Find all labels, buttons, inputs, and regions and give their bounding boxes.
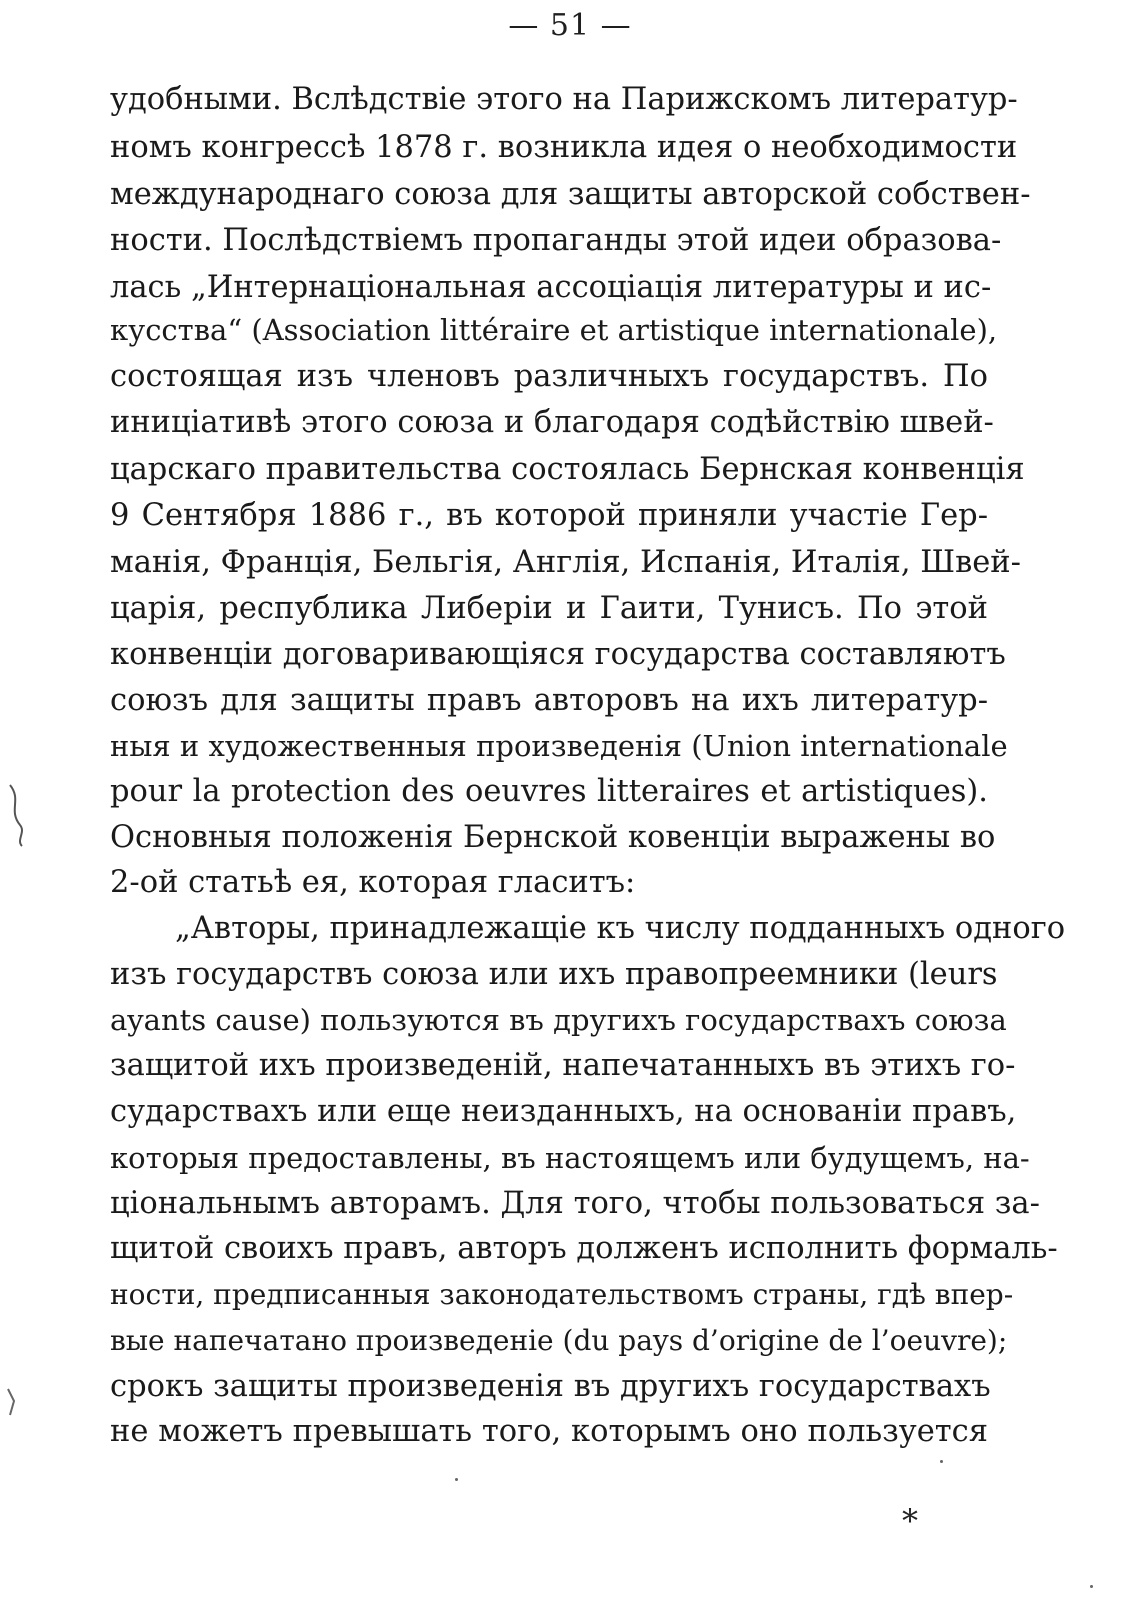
text-line: состоящая изъ членовъ различныхъ государствъ. По — [110, 359, 988, 394]
text-line: удобными. Вслѣдствіе этого на Парижскомъ литератур- — [110, 82, 1018, 117]
text-line: союзъ для защиты правъ авторовъ на ихъ литератур- — [110, 683, 988, 718]
text-line: международнаго союза для защиты авторской собствен- — [110, 177, 1031, 212]
text-line: Основныя положенія Бернской ковенціи выражены во — [110, 820, 996, 855]
text-line: номъ конгрессѣ 1878 г. возникла идея о необходимости — [110, 130, 1018, 165]
text-line: изъ государствъ союза или ихъ правопреемники (leurs — [110, 957, 998, 992]
text-line: ности, предписанныя законодательствомъ страны, гдѣ впер- — [110, 1278, 1014, 1311]
scan-speck — [1090, 1585, 1093, 1588]
footer-asterisk: * — [902, 1502, 918, 1540]
text-line: царія, республика Либеріи и Гаити, Тунисъ. По этой — [110, 591, 988, 626]
text-line: манія, Франція, Бельгія, Англія, Испанія, Италія, Швей- — [110, 545, 1021, 580]
text-line: „Авторы, принадлежащіе къ числу подданныхъ одного — [175, 911, 1066, 946]
scan-speck — [455, 1478, 458, 1481]
text-line: ціональнымъ авторамъ. Для того, чтобы пользоваться за- — [110, 1186, 1040, 1221]
text-line: сударствахъ или еще неизданныхъ, на основаніи правъ, — [110, 1094, 1017, 1129]
text-line: иниціативѣ этого союза и благодаря содѣйствію швей- — [110, 405, 994, 440]
text-line: ayants cause) пользуются въ другихъ государствахъ союза — [110, 1003, 1007, 1037]
text-line: конвенціи договаривающіяся государства составляютъ — [110, 637, 1006, 672]
page-number: — 51 — — [508, 8, 632, 43]
text-line: вые напечатано произведеніе (du pays d’origine de l’oeuvre); — [110, 1324, 1008, 1357]
text-line: царскаго правительства состоялась Бернская конвенція — [110, 452, 1025, 487]
text-line: pour la protection des oeuvres litteraires et artistiques). — [110, 774, 988, 809]
text-line: не можетъ превышать того, которымъ оно пользуется — [110, 1414, 988, 1449]
text-line: ности. Послѣдствіемъ пропаганды этой идеи образова- — [110, 223, 1002, 258]
margin-scan-mark — [0, 780, 40, 850]
text-line: защитой ихъ произведеній, напечатанныхъ въ этихъ го- — [110, 1048, 1016, 1083]
text-line: 9 Сентября 1886 г., въ которой приняли участіе Гер- — [110, 498, 988, 533]
text-line: щитой своихъ правъ, авторъ долженъ исполнить формаль- — [110, 1231, 1058, 1266]
text-line: лась „Интернаціональная ассоціація литературы и ис- — [110, 270, 992, 305]
text-line: срокъ защиты произведенія въ другихъ государствахъ — [110, 1369, 991, 1404]
text-line: кусства“ (Association littéraire et artistique internationale), — [110, 313, 998, 347]
text-line: которыя предоставлены, въ настоящемъ или будущемъ, на- — [110, 1141, 1030, 1175]
margin-scan-mark — [2, 1385, 26, 1425]
text-line: ныя и художественныя произведенія (Union internationale — [110, 729, 1008, 763]
text-line: 2-ой статьѣ ея, которая гласитъ: — [110, 865, 636, 900]
scan-speck — [940, 1460, 943, 1463]
